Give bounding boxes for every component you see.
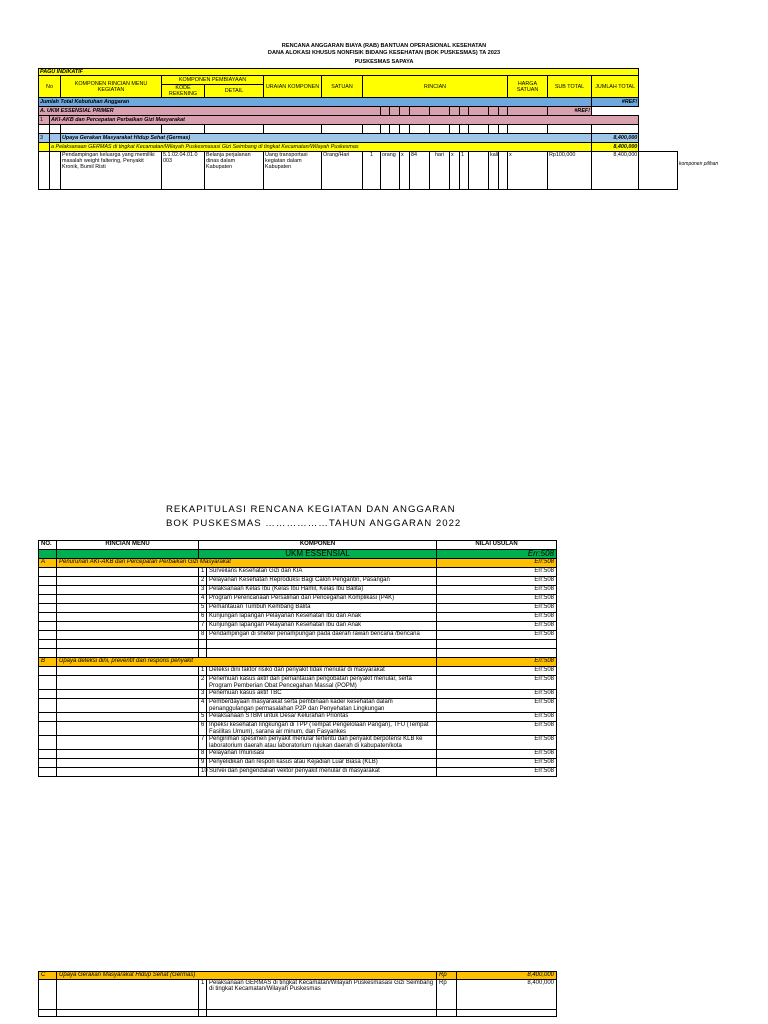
secA-blank-menu [57,577,199,586]
secB-item-no: 9 [199,759,207,768]
detail-satuan: Orang/Hari [322,152,363,190]
rekap-title-line1: REKAPITULASI RENCANA KEGIATAN DAN ANGGARAN [166,504,456,515]
jumlah-total-value: #REF! [592,98,639,107]
secA-blank-menu [57,604,199,613]
secA-item-nilai: Err:508 [437,631,557,640]
secB-blank-menu [57,699,199,713]
rekap-col-menu: RINCIAN MENU [57,541,199,550]
col-subtotal: SUB TOTAL [548,76,592,98]
secB-row [39,690,557,699]
secB-nilai: Err:508 [437,658,557,667]
secB-item-no: 10 [199,768,207,777]
secA-blank-menu [57,613,199,622]
secB-item-text: Deteksi dini faktor risiko dan penyakit tidak menular di masyarakat [207,667,437,676]
secA-item-text: Pendampingan di shelter penampungan pada daerah rawan bencana /bencana [207,631,437,640]
rincian-8: kali [489,152,499,190]
col-detail: DETAIL [205,85,264,98]
sub3-value: 8,400,000 [592,134,639,143]
rekap-col-komponen: KOMPONEN [199,541,437,550]
secB-blank-no [39,713,57,722]
rincian-4: 84 [410,152,430,190]
secA-item-text: Pelayanan Kesehatan Reproduksi Bagi Calon Pengantin, Pasangan [207,577,437,586]
rincian-1: 1 [363,152,381,190]
secA-item-text: Surveilans Kesehatan Gizi dan KIA [207,568,437,577]
secB-item-text: Pelaksanaan STBM untuk Desa/ Kelurahan Prioritas [207,713,437,722]
col-komponen-pembiayaan: KOMPONEN PEMBIAYAAN [162,76,264,85]
secA-blank-no [39,631,57,640]
rincian-3: x [400,152,410,190]
col-uraian: URAIAN KOMPONEN [264,76,322,98]
secB-blank-no [39,722,57,736]
secB-item-text: Penemuan kasus aktif dan pemantauan pengobatan penyakit menular, serta Program Pemberian Obat Pencegahan Massal (POPM) [207,676,437,690]
secB-item-nilai: Err:508 [437,722,557,736]
ukm-essensial-nilai: Err:508 [437,550,557,559]
secB-row [39,699,557,713]
secB-blank-menu [57,759,199,768]
secB-item-nilai: Err:508 [437,759,557,768]
secB-item-text: Survei dan pengendalian vektor penyakit menular di masyarakat [207,768,437,777]
secB-blank-menu [57,736,199,750]
secB-blank-no [39,667,57,676]
secA-blank-no [39,586,57,595]
secA-item-no: 7 [199,622,207,631]
secB-blank-no [39,736,57,750]
rekap-title-line2: BOK PUSKESMAS ………………TAHUN ANGGARAN 2022 [166,518,462,529]
sub3-no: 3 [39,134,50,143]
secB-item-text: Inpeksi kesehatan lingkungan di TPP (Tempat Pengelolaan Pangan), TFU (Tempat Fasilitas Umum), sarana air minum, dan Fasyankes [207,722,437,736]
secB-item-no: 7 [199,736,207,750]
sub1-label: AKI-AKB dan Percepatan Perbaikan Gizi Masyarakat [50,116,639,125]
rab-title-line2: DANA ALOKASI KHUSUS NONFISIK BIDANG KESEHATAN (BOK PUSKESMAS) TA 2023 [267,50,501,56]
secA-blank-no [39,568,57,577]
secA-item-no: 2 [199,577,207,586]
secA-item-no: 6 [199,613,207,622]
secB-item-text: Pengiriman spesimen penyakit menular tertentu dan penyakit berpotensi KLB ke laboratorium daerah atau laboratorium rujukan daerah di kabupaten/kota [207,736,437,750]
secA-item-nilai: Err:508 [437,613,557,622]
secA-item-nilai: Err:508 [437,568,557,577]
secB-item-nilai: Err:508 [437,667,557,676]
secB-row [39,768,557,777]
secB-blank-menu [57,667,199,676]
secA-blank-menu [57,595,199,604]
secA-label: Penurunan AKI-AKB dan Percepatan Perbaikan Gizi Masyarakat [57,559,437,568]
itemC-text: Pelaksanaan GERMAS di tingkat Kecamatan/Wilayah Puskesmasasi Gizi Seimbang di tingkat Kecamatan/Wilayah Puskesmas [207,979,437,1009]
secB-item-text: Penemuan kasus aktif TBC [207,690,437,699]
secB-blank-no [39,750,57,759]
secB-blank-menu [57,750,199,759]
secB-blank-menu [57,768,199,777]
col-jumlah: JUMLAH TOTAL [592,76,639,98]
secB-item-nilai: Err:508 [437,699,557,713]
itemC-rp: Rp [437,979,457,1009]
secB-item-no: 8 [199,750,207,759]
secB-row [39,713,557,722]
secB-item-nilai: Err:508 [437,750,557,759]
secA-item-text: Pelaksanaan Kelas Ibu (Kelas Ibu Hamil, Kelas Ibu Balita) [207,586,437,595]
col-no: No [39,76,61,98]
itemC-no: 1 [199,979,207,1009]
secB-row [39,736,557,750]
rab-title-line3: PUSKESMAS SAPAYA [354,59,414,65]
secB-blank-menu [57,690,199,699]
secB-row [39,676,557,690]
rincian-7: 1 [460,152,469,190]
secA-blank-menu [57,568,199,577]
secC-rp: Rp [437,972,457,980]
rincian-9: x [508,152,548,190]
secB-item-nilai: Err:508 [437,713,557,722]
secA-item-nilai: Err:508 [437,622,557,631]
secB-blank-menu [57,722,199,736]
rekap-table [38,540,557,777]
pagu-indikatif: PAGU INDIKATIF [39,69,639,76]
secB-item-nilai: Err:508 [437,676,557,690]
secA-no: A [39,559,57,568]
rab-table [38,68,678,190]
secB-row [39,667,557,676]
secB-item-no: 1 [199,667,207,676]
secA-item-text: Program Perencanaan Persalinan dan Pencegahan Komplikasi (P4K) [207,595,437,604]
rekap-col-no: NO. [39,541,57,550]
rab-title-line1: RENCANA ANGGARAN BIAYA (RAB) BANTUAN OPERASIONAL KESEHATAN [281,43,487,49]
secA-row [39,631,557,640]
secA-row [39,586,557,595]
secB-item-no: 3 [199,690,207,699]
secB-item-no: 4 [199,699,207,713]
secA-nilai: Err:508 [437,559,557,568]
col-harga: HARGA SATUAN [508,76,548,98]
secA-row [39,622,557,631]
secA-blank-no [39,595,57,604]
secA-item-no: 3 [199,586,207,595]
secA-item-no: 8 [199,631,207,640]
secA-item-nilai: Err:508 [437,595,557,604]
detail-uraian: Uang transportasi kegiatan dalam Kabupaten [264,152,322,190]
secA-item-nilai: Err:508 [437,586,557,595]
jumlah-total-row: Jumlah Total Kebutuhan Anggaran [39,98,592,107]
rincian-6: x [450,152,460,190]
secB-item-no: 5 [199,713,207,722]
detail-kode: 5.1.02.04.01.0 003 [162,152,205,190]
secA-blank-no [39,577,57,586]
rekap-col-nilai: NILAI USULAN [437,541,557,550]
secB-item-text: Penyelidikan dan respon kasus atau Kejadian Luar Biasa (KLB) [207,759,437,768]
col-kode: KODE REKENING [162,85,205,98]
secB-no: B [39,658,57,667]
secB-blank-no [39,768,57,777]
ukm-essensial-row: A. UKM ESSENSIAL PRIMER [39,107,381,116]
secB-item-text: Pelayanan Imunisasi [207,750,437,759]
detail-menu: Pendampingan keluarga yang memiliki masalah weight faltering, Penyakit Kronik, Bumil Risti [61,152,162,190]
secB-blank-no [39,759,57,768]
secA-blank-menu [57,586,199,595]
secA-blank-no [39,604,57,613]
secC-label: Upaya Gerakan Masyarakat Hidup Sehat (Germas) [57,972,437,980]
col-satuan: SATUAN [322,76,363,98]
secA-item-nilai: Err:508 [437,577,557,586]
secB-blank-menu [57,713,199,722]
sub1-no: 1 [39,116,50,125]
secB-item-nilai: Err:508 [437,736,557,750]
secA-item-nilai: Err:508 [437,604,557,613]
secB-item-nilai: Err:508 [437,768,557,777]
secA-item-no: 4 [199,595,207,604]
secB-blank-no [39,676,57,690]
secB-blank-no [39,699,57,713]
rincian-2: orang [381,152,400,190]
secB-row [39,750,557,759]
secB-item-no: 6 [199,722,207,736]
secC-nilai: 8,400,000 [457,972,557,980]
secA-blank-no [39,613,57,622]
secC-no: C [39,972,57,980]
secB-label: Upaya deteksi dini, preventif dan respons penyakit [57,658,437,667]
secB-item-no: 2 [199,676,207,690]
secA-item-no: 1 [199,568,207,577]
sub3-label: Upaya Gerakan Masyarakat Hidup Sehat (Germas) [61,134,592,143]
secA-blank-no [39,622,57,631]
secA-row [39,568,557,577]
secA-item-text: Kunjungan lapangan Pelayanan Kesehatan Ibu dan Anak [207,613,437,622]
secA-item-text: Pemantauan Tumbuh Kembang Balita [207,604,437,613]
secB-blank-no [39,690,57,699]
detail-subtotal: 8,400,000 [592,152,639,190]
secA-row [39,613,557,622]
secA-row [39,604,557,613]
secB-item-nilai: Err:508 [437,690,557,699]
secA-blank-menu [57,631,199,640]
secB-row [39,759,557,768]
ukm-essensial-value: #REF! [548,107,592,116]
ukm-essensial-header: UKM ESSENSIAL [199,550,437,559]
germas-row: a Pelaksanaan GERMAS di tingkat Kecamatan/Wilayah Puskesmasasi Gizi Seimbang di tingkat Kecamatan/Wilayah Puskesmas [50,143,592,152]
rekap-table-c [38,971,557,1017]
detail-harga: Rp100,000 [548,152,592,190]
secA-item-no: 5 [199,604,207,613]
secA-blank-menu [57,622,199,631]
secA-row [39,595,557,604]
itemC-nilai: 8,400,000 [457,979,557,1009]
col-menu: KOMPONEN RINCIAN MENU KEGIATAN [61,76,162,98]
secB-row [39,722,557,736]
side-note: komponen pilihan [679,161,719,167]
secA-item-text: Kunjungan lapangan Pelayanan Kesehatan Ibu dan Anak [207,622,437,631]
col-rincian: RINCIAN [363,76,508,98]
secA-row [39,577,557,586]
detail-komponen: Belanja perjalanan dinas dalam Kabupaten [205,152,264,190]
germas-value: 8,400,000 [592,143,639,152]
secB-blank-menu [57,676,199,690]
secB-item-text: Pemberdayaan masyarakat serta pembinaan kader kesehatan dalam penanggulangan permasalahan P2P dan Penyehatan Lingkungan [207,699,437,713]
rincian-5: hari [430,152,450,190]
